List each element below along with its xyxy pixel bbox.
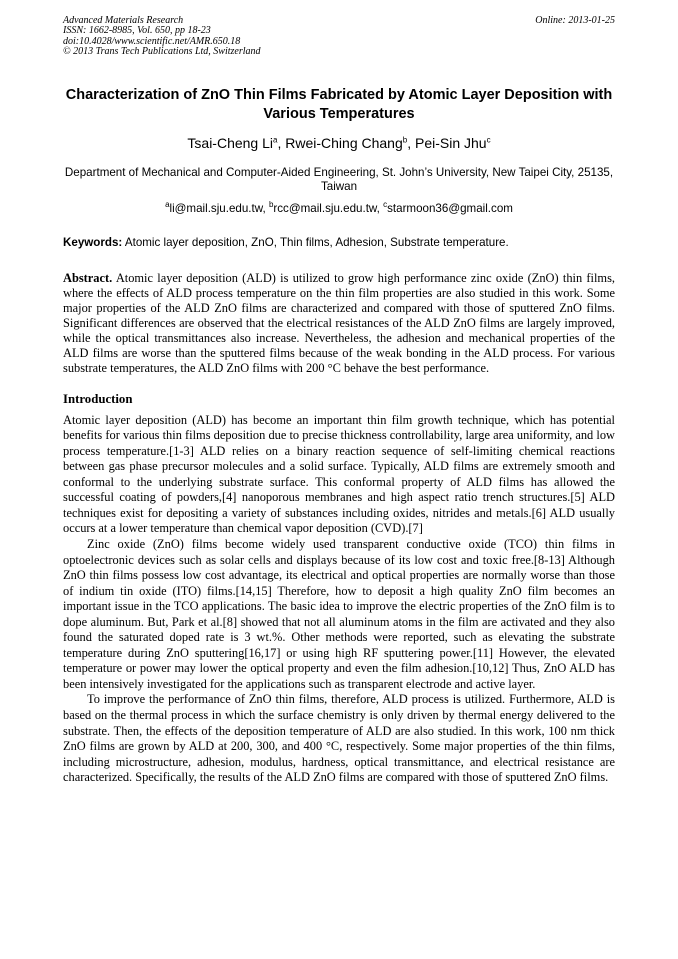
- abstract: [63, 271, 615, 376]
- keywords: [63, 236, 615, 251]
- keywords-label: Keywords:: [63, 236, 123, 250]
- paper-title: Characterization of ZnO Thin Films Fabricated by Atomic Layer Deposition with Various Temperatures: [65, 86, 613, 122]
- journal-header: [63, 16, 615, 58]
- intro-paragraph: To improve the performance of ZnO thin films, therefore, ALD process is utilized. Furthermore, ALD is based on the thermal process in which the surface chemistry is only driven by thermal energy delivered to the substrate. Then, the effects of the deposition temperature of ALD are also studied. In this work, 100 nm thick ZnO films are grown by ALD at 200, 300, and 400 °C, respectively. Some major properties of the thin films, including microstructure, adhesion, modulus, hardness, optical transmittance, and electrical resistance are characterized. Specifically, the results of the ALD ZnO films are compared with those of sputtered ZnO films.: [63, 692, 615, 785]
- paper-page: [63, 16, 615, 786]
- journal-doi: doi:10.4028/www.scientific.net/AMR.650.18: [63, 35, 241, 47]
- email-address: rcc@mail.sju.edu.tw: [273, 201, 377, 215]
- email-superscript: c: [383, 199, 388, 209]
- abstract-text: Atomic layer deposition (ALD) is utilized to grow high performance zinc oxide (ZnO) thin films, where the effects of ALD process temperature on the thin film properties are also studied in this work. Some major properties of the ALD ZnO films are characterized and compared with those of sputtered ZnO films. Significant differences are observed that the electrical resistances of the ALD ZnO films are largely improved, while the optical transmittances also increase. Nevertheless, the adhesion and mechanical properties of the ALD films are worse than the sputtered films because of the weak bonding in the ALD process. For various substrate temperatures, the ALD ZnO films with 200 °C behave the best performance.: [63, 270, 615, 375]
- email-address: li@mail.sju.edu.tw: [169, 201, 263, 215]
- email-superscript: a: [165, 199, 170, 209]
- author-name: Tsai-Cheng Li: [187, 134, 274, 151]
- keywords-text: Atomic layer deposition, ZnO, Thin films, Adhesion, Substrate temperature.: [124, 236, 509, 250]
- author-superscript: c: [486, 134, 491, 144]
- abstract-label: Abstract.: [63, 270, 113, 285]
- affiliation: Department of Mechanical and Computer-Aided Engineering, St. John’s University, New Taipei City, 25135, Taiwan: [64, 165, 614, 194]
- journal-issn: ISSN: 1662-8985, Vol. 650, pp 18-23: [63, 25, 211, 37]
- journal-info: [63, 16, 261, 58]
- author-superscript: a: [273, 134, 278, 144]
- email-address: starmoon36@gmail.com: [387, 201, 513, 215]
- email-superscript: b: [268, 199, 274, 209]
- section-heading-introduction: Introduction: [63, 391, 133, 406]
- author-superscript: b: [402, 134, 408, 144]
- author-name: Pei-Sin Jhu: [415, 134, 487, 151]
- intro-paragraph: Atomic layer deposition (ALD) has become an important thin film growth technique, which has potential benefits for various thin films deposition due to precise thickness controllability, large area uniformity, and low process temperature.[1-3] ALD relies on a binary reaction sequence of self-limiting chemical reactions between gas phase precursor molecules and a solid surface. Typically, ALD films are extremely smooth and conformal to the underlying substrate surface. This conformal property of ALD films has allowed the successful coating of powders,[4] nanoporous membranes and high aspect ratio trench structures.[5] ALD techniques exist for depositing a variety of substances including oxides, nitrides and metals.[6] ALD usually occurs at a lower temperature than chemical vapor deposition (CVD).[7]: [63, 412, 615, 536]
- online-date: Online: 2013-01-25: [535, 15, 615, 26]
- email-list: $^a$li@mail.sju.edu.tw, $^b$rcc@mail.sju.edu.tw, $^c$starmoon36@gmail.com: [165, 199, 513, 215]
- journal-name: Advanced Materials Research: [63, 15, 184, 26]
- author-name: Rwei-Ching Chang: [285, 134, 403, 151]
- author-list: Tsai-Cheng Li$^a$, Rwei-Ching Chang$^b$, Pei-Sin Jhu$^c$: [187, 134, 491, 151]
- intro-paragraph: Zinc oxide (ZnO) films become widely used transparent conductive oxide (TCO) thin films in optoelectronic devices such as solar cells and displays because of its low cost and toxic free.[8-13] Although ZnO thin films possess low cost advantage, its electrical and optical properties are normally worse than those of indium tin oxide (ITO) films.[14,15] Therefore, how to deposit a high quality ZnO film becomes an important issue in the TCO applications. The basic idea to improve the electric properties of the ZnO film is to dope aluminum. But, Park et al.[8] showed that not all aluminum atoms in the film are activated and they also found the saturated doped rate is 3 wt.%. Other methods were reported, such as elevating the substrate temperature during ZnO sputtering[16,17] or using high RF sputtering power.[11] However, the elevated temperature or power may lower the optical property and even the film adhesion.[10,12] Thus, ZnO ALD has been intensively investigated for the applications such as transparent electrode and active layer.: [63, 537, 615, 691]
- journal-copyright: © 2013 Trans Tech Publications Ltd, Switzerland: [63, 46, 261, 58]
